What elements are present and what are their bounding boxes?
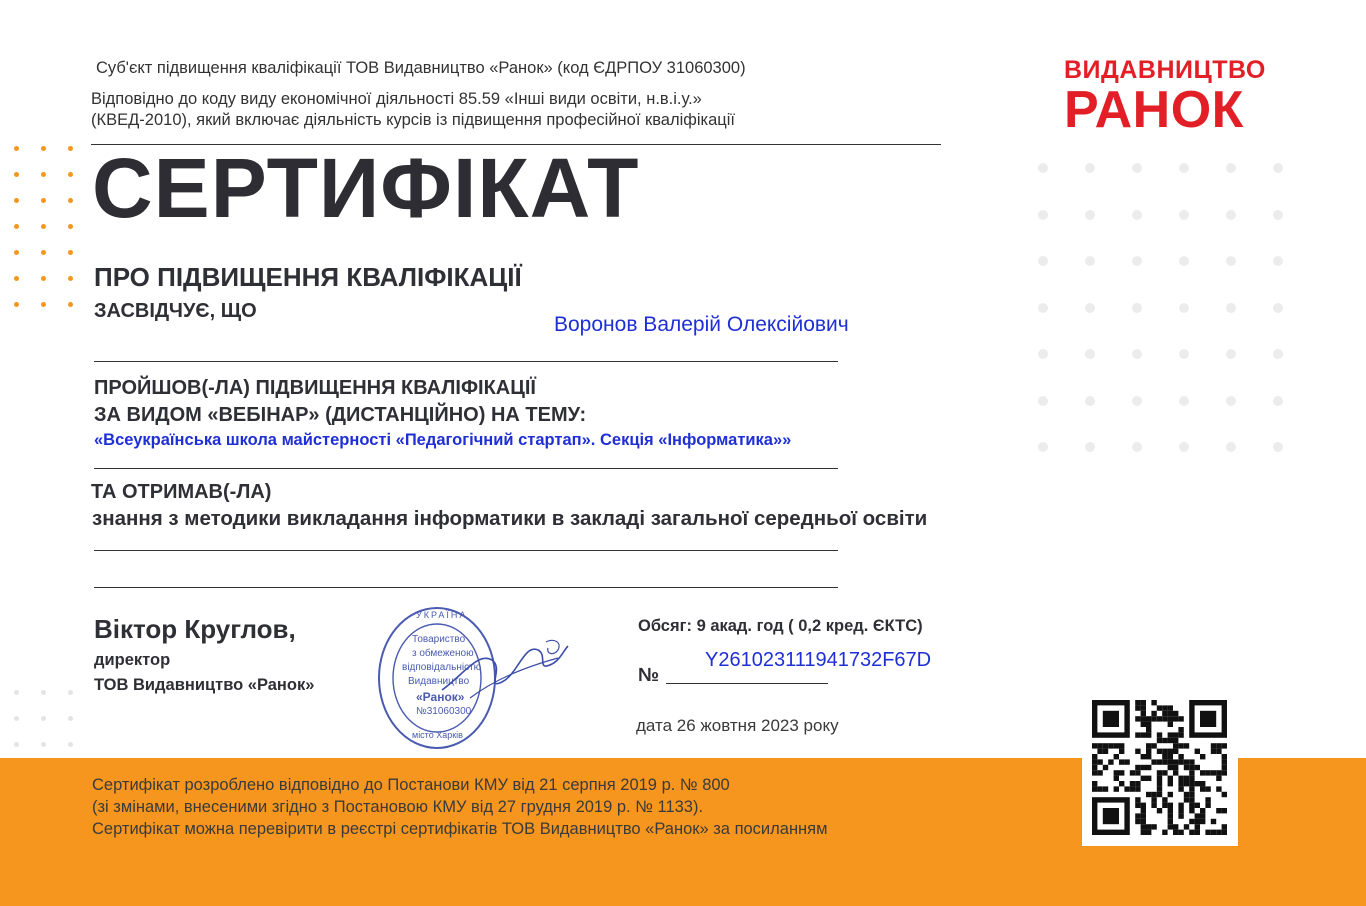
decor-dot	[1179, 163, 1189, 173]
signatory-position: директор	[94, 651, 171, 669]
header-line-2: Відповідно до коду виду економічної діяльності 85.59 «Інші види освіти, н.в.і.у.»	[91, 90, 702, 108]
decor-dot	[41, 690, 46, 695]
knowledge-underline-2	[94, 587, 838, 588]
decor-dot	[41, 742, 46, 747]
seal-code: №31060300	[416, 706, 472, 717]
decor-dot	[1179, 303, 1189, 313]
decor-dot	[1085, 163, 1095, 173]
decor-dot	[1273, 256, 1283, 266]
qr-code-graphic	[1082, 690, 1238, 846]
footer-line-3: Сертифікат можна перевірити в реєстрі сертифікатів ТОВ Видавництво «Ранок» за посиланням	[92, 820, 828, 838]
decor-dot	[14, 198, 19, 203]
decor-dot	[14, 276, 19, 281]
decor-dot	[1132, 303, 1142, 313]
decor-dot	[41, 146, 46, 151]
decor-dot	[68, 198, 73, 203]
decor-dot	[14, 742, 19, 747]
decor-dot	[1085, 349, 1095, 359]
number-underline	[666, 683, 828, 684]
decor-dot	[41, 198, 46, 203]
signatory-name: Віктор Круглов,	[94, 614, 296, 644]
seal-line-1: Товариство	[412, 634, 466, 645]
publisher-logo	[1064, 56, 1266, 139]
topic-underline	[94, 468, 838, 469]
knowledge-underline-1	[94, 550, 838, 551]
certificate-title: СЕРТИФІКАТ	[92, 141, 640, 235]
decor-dot	[1132, 163, 1142, 173]
decor-dot	[1226, 163, 1236, 173]
volume-text: Обсяг: 9 акад. год ( 0,2 кред. ЄКТС)	[638, 617, 923, 635]
completed-line-1: ПРОЙШОВ(-ЛА) ПІДВИЩЕННЯ КВАЛІФІКАЦІЇ	[94, 377, 536, 399]
issue-date: дата 26 жовтня 2023 року	[636, 716, 839, 735]
decor-dot	[1179, 349, 1189, 359]
qr-code-icon[interactable]	[1082, 690, 1238, 846]
decor-dot	[1132, 349, 1142, 359]
decor-dot	[1038, 349, 1048, 359]
signatory-company: ТОВ Видавництво «Ранок»	[94, 676, 315, 694]
decor-dot	[14, 690, 19, 695]
decor-dot	[41, 276, 46, 281]
decor-dot	[68, 716, 73, 721]
decor-dot	[68, 302, 73, 307]
decor-dot	[68, 276, 73, 281]
decor-dot	[68, 146, 73, 151]
decor-dot	[1179, 396, 1189, 406]
knowledge-text: знання з методики викладання інформатики в закладі загальної середньої освіти	[92, 507, 928, 530]
decor-dot	[1226, 303, 1236, 313]
decor-dot	[68, 250, 73, 255]
decor-dot	[1179, 210, 1189, 220]
footer-line-2: (зі змінами, внесеними згідно з Постановою КМУ від 27 грудня 2019 р. № 1133).	[92, 798, 704, 816]
decor-dot	[1132, 256, 1142, 266]
logo-top-text: ВИДАВНИЦТВО	[1064, 56, 1266, 84]
seal-country: УКРАЇНА	[416, 610, 468, 620]
decor-dot	[1132, 396, 1142, 406]
decor-dot	[1132, 210, 1142, 220]
decor-dot	[1038, 303, 1048, 313]
header-line-1: Суб'єкт підвищення кваліфікації ТОВ Видавництво «Ранок» (код ЄДРПОУ 31060300)	[96, 59, 746, 77]
received-label: ТА ОТРИМАВ(-ЛА)	[91, 481, 272, 503]
decor-dot	[1179, 442, 1189, 452]
logo-bottom-text: РАНОК	[1064, 81, 1244, 139]
decor-dot	[68, 742, 73, 747]
decor-dot	[1273, 396, 1283, 406]
decor-dot	[1038, 163, 1048, 173]
completed-line-2: ЗА ВИДОМ «ВЕБІНАР» (ДИСТАНЦІЙНО) НА ТЕМУ:	[94, 404, 587, 426]
decor-dot	[41, 172, 46, 177]
seal-line-3: відповідальністю	[402, 662, 482, 673]
decor-dot	[1179, 256, 1189, 266]
decor-dot	[1085, 303, 1095, 313]
decor-dot	[14, 172, 19, 177]
decor-dot	[68, 172, 73, 177]
decor-dot	[14, 146, 19, 151]
decor-dot	[1085, 396, 1095, 406]
decor-dot	[1273, 303, 1283, 313]
decor-dot	[14, 224, 19, 229]
seal-city: місто Харків	[412, 730, 463, 740]
certificate-subtitle: ПРО ПІДВИЩЕННЯ КВАЛІФІКАЦІЇ	[94, 262, 522, 292]
decor-dot	[1038, 442, 1048, 452]
decor-dot	[1038, 210, 1048, 220]
seal-name: «Ранок»	[416, 690, 465, 704]
decor-dot	[1226, 256, 1236, 266]
decor-dot	[68, 690, 73, 695]
decor-dot	[1226, 396, 1236, 406]
course-topic: «Всеукраїнська школа майстерності «Педагогічний стартап». Секція «Інформатика»»	[94, 431, 792, 449]
decor-dot	[14, 716, 19, 721]
number-label: №	[638, 665, 660, 686]
decor-dot	[41, 302, 46, 307]
decor-dot	[14, 302, 19, 307]
decor-dot	[1273, 349, 1283, 359]
decor-dot	[1038, 396, 1048, 406]
recipient-underline	[94, 361, 838, 362]
decor-dot	[1085, 442, 1095, 452]
decor-dot	[1226, 210, 1236, 220]
decor-dot	[1132, 442, 1142, 452]
decor-dot	[1226, 442, 1236, 452]
decor-dot	[1273, 442, 1283, 452]
signature-scribble	[440, 628, 572, 708]
seal-line-4: Видавництво	[408, 676, 470, 687]
decor-dot	[1085, 210, 1095, 220]
decor-dot	[14, 250, 19, 255]
recipient-name: Воронов Валерій Олексійович	[554, 313, 849, 336]
header-line-3: (КВЕД-2010), який включає діяльність курсів із підвищення професійної кваліфікації	[91, 111, 735, 129]
decor-dot	[41, 224, 46, 229]
footer-line-1: Сертифікат розроблено відповідно до Постанови КМУ від 21 серпня 2019 р. № 800	[92, 776, 730, 794]
decor-dot	[1038, 256, 1048, 266]
certifies-label: ЗАСВІДЧУЄ, ЩО	[94, 300, 257, 322]
decor-dot	[1226, 349, 1236, 359]
decor-dot	[1273, 163, 1283, 173]
seal-line-2: з обмеженою	[412, 648, 474, 659]
decor-dot	[41, 250, 46, 255]
decor-dot	[1273, 210, 1283, 220]
decor-dot	[68, 224, 73, 229]
decor-dot	[1085, 256, 1095, 266]
certificate-number: Y261023111941732F67D	[705, 649, 932, 671]
decor-dot	[41, 716, 46, 721]
